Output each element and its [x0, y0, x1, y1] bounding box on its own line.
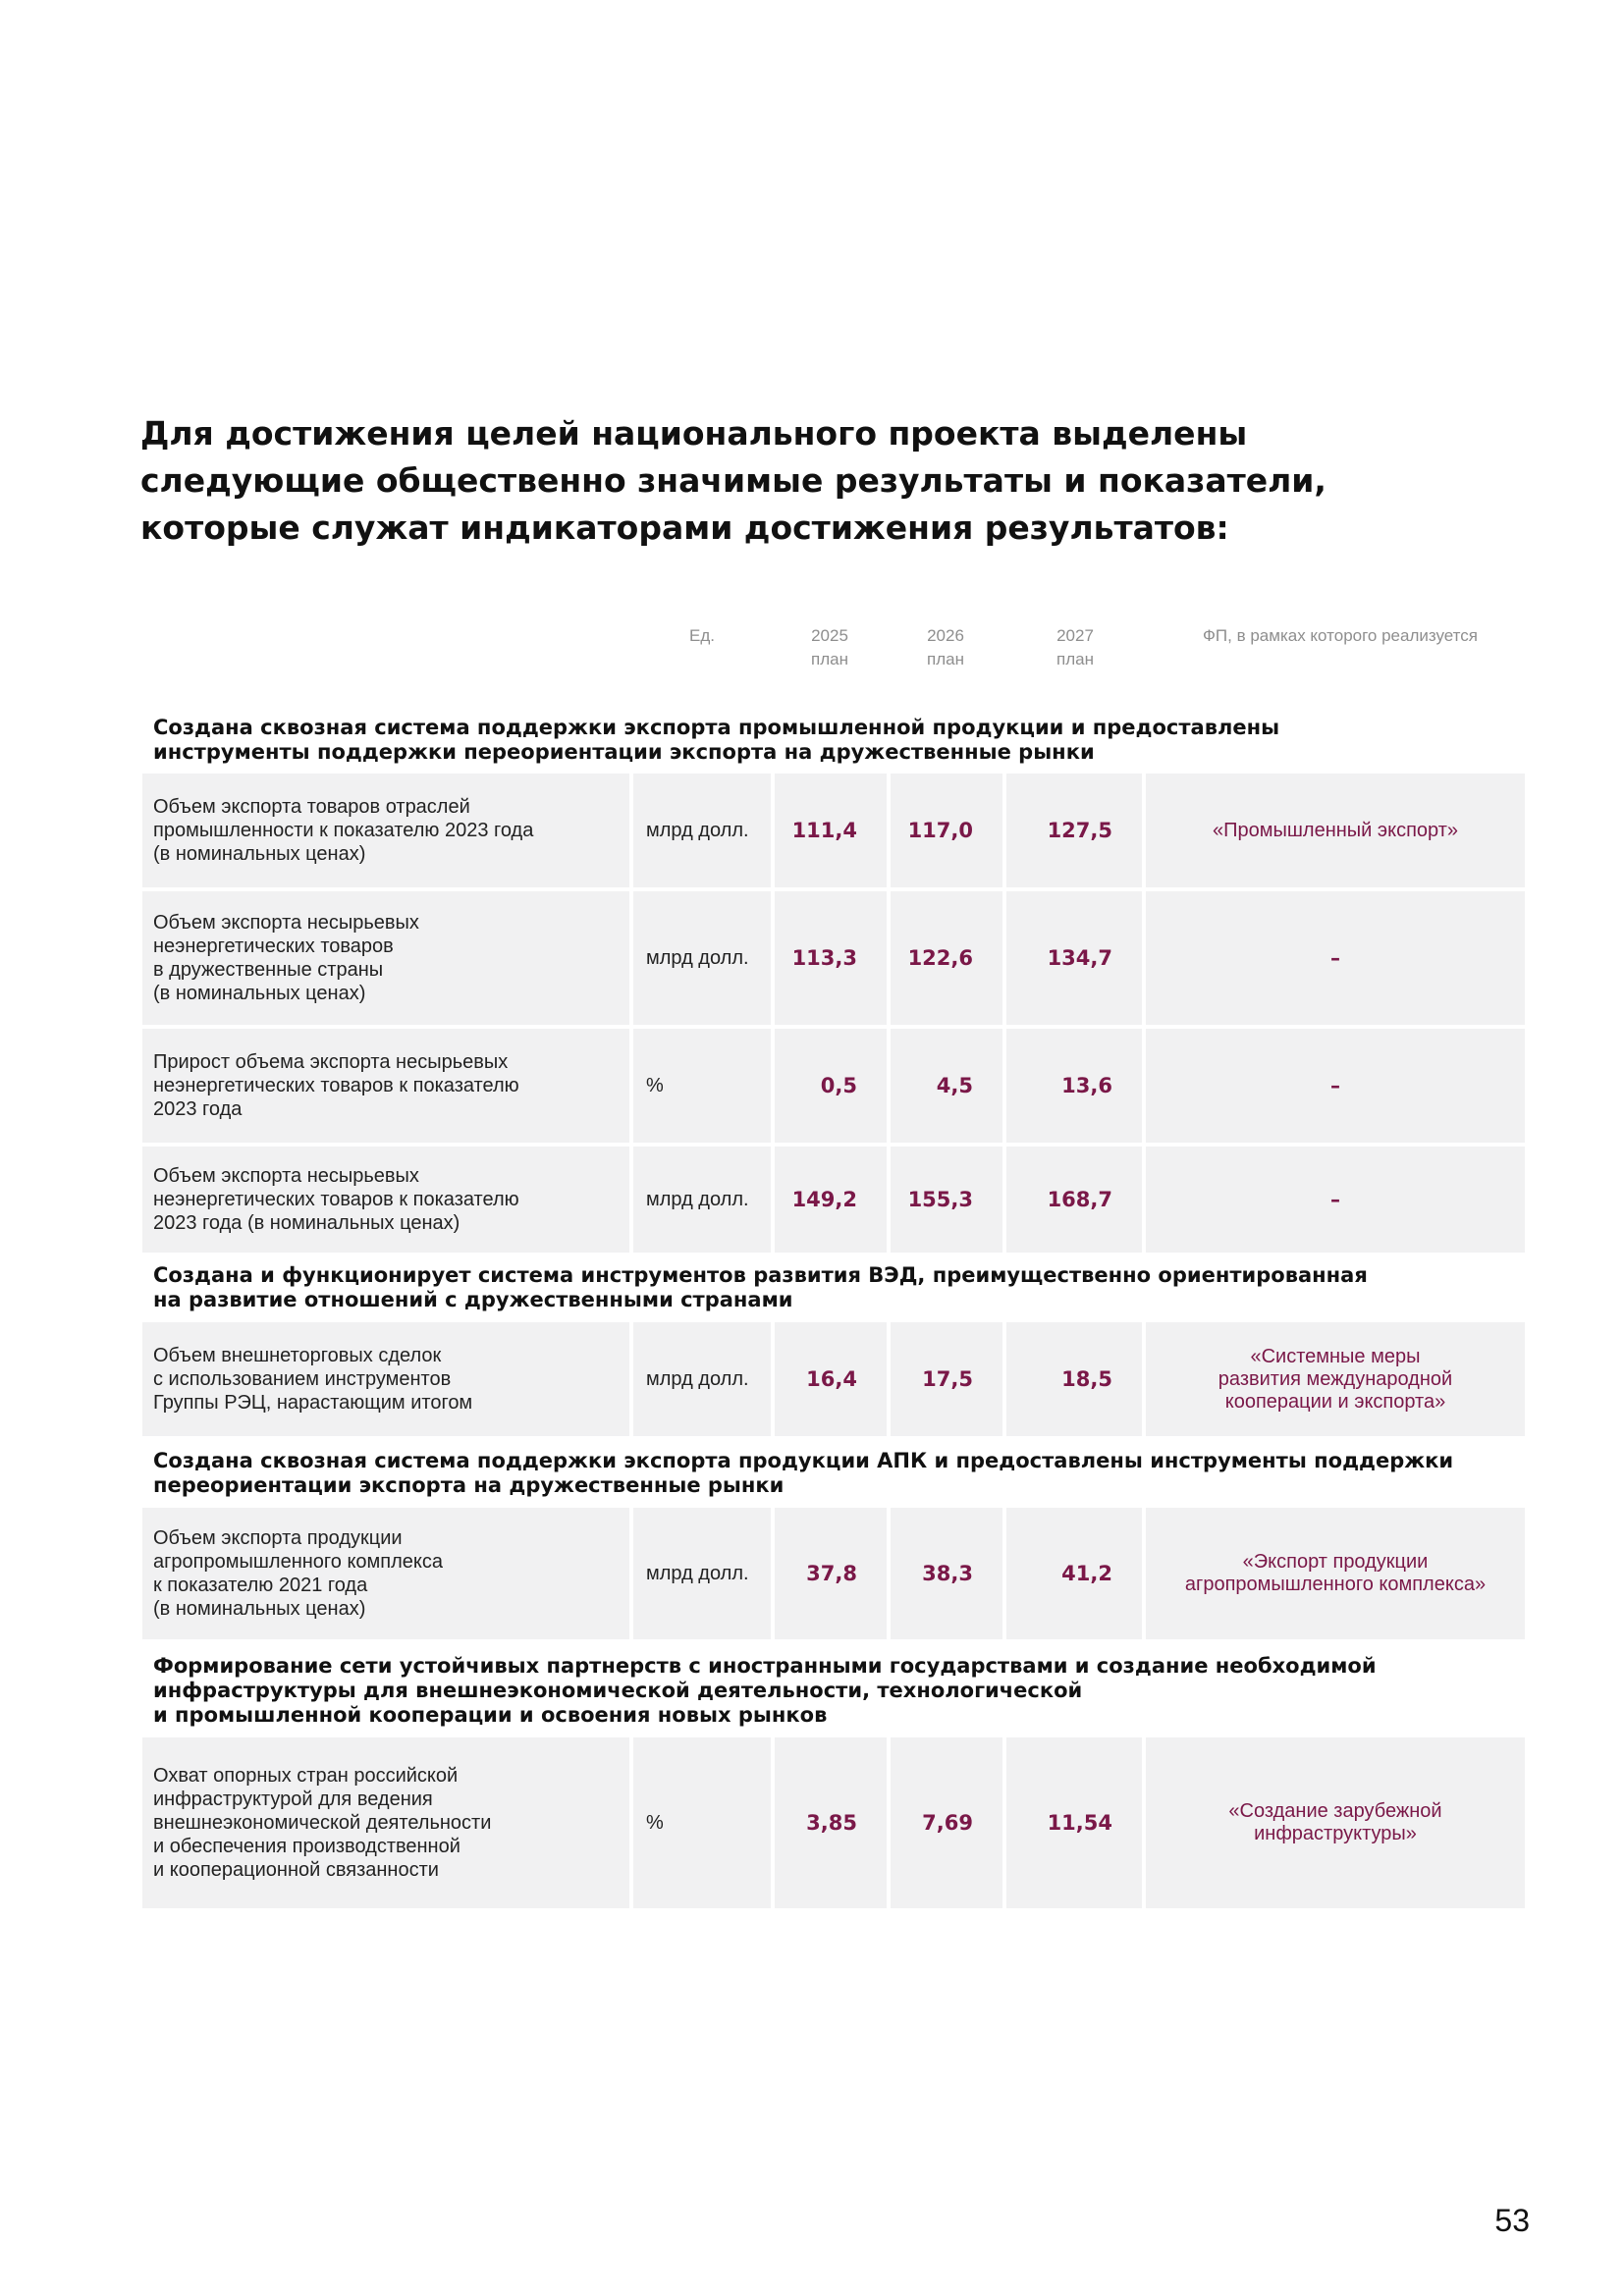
column-header-2025: 2025 план	[811, 626, 848, 668]
value-2027-cell: 18,5	[1006, 1322, 1142, 1436]
heading-line: которые служат индикаторами достижения результатов:	[140, 508, 1229, 547]
indicator-name-cell: Объем экспорта товаров отраслей промышленности к показателю 2023 года (в номинальных ценах)	[142, 774, 629, 887]
table-row	[142, 1029, 1525, 1143]
column-header-2027: 2027 план	[1056, 626, 1094, 668]
group-title: Создана и функционирует система инструментов развития ВЭД, преимущественно ориентированная на развитие отношений с дружественными странами	[153, 1263, 1368, 1311]
federal-project-cell: «Экспорт продукции агропромышленного комплекса»	[1146, 1508, 1525, 1639]
federal-project-cell: –	[1146, 1029, 1525, 1143]
value-2026-cell: 38,3	[891, 1508, 1002, 1639]
indicator-name-cell: Прирост объема экспорта несырьевых неэнергетических товаров к показателю 2023 года	[142, 1029, 629, 1143]
page-number: 53	[1494, 2203, 1530, 2238]
indicator-name-cell: Объем внешнеторговых сделок с использованием инструментов Группы РЭЦ, нарастающим итогом	[142, 1322, 629, 1436]
federal-project-cell: –	[1146, 891, 1525, 1025]
unit-cell: млрд долл.	[633, 891, 771, 1025]
value-2025-cell: 16,4	[775, 1322, 887, 1436]
indicator-name-cell: Объем экспорта продукции агропромышленного комплекса к показателю 2021 года (в номинальных ценах)	[142, 1508, 629, 1639]
value-2027-cell: 134,7	[1006, 891, 1142, 1025]
column-header-fp: ФП, в рамках которого реализуется	[1203, 626, 1478, 645]
federal-project-cell: «Создание зарубежной инфраструктуры»	[1146, 1737, 1525, 1908]
group-title: Создана сквозная система поддержки экспорта продукции АПК и предоставлены инструменты поддержки переориентации экспорта на дружественные рынки	[153, 1449, 1454, 1497]
unit-cell: %	[633, 1737, 771, 1908]
value-2025-cell: 149,2	[775, 1147, 887, 1253]
value-2026-cell: 4,5	[891, 1029, 1002, 1143]
value-2025-cell: 111,4	[775, 774, 887, 887]
value-2025-cell: 3,85	[775, 1737, 887, 1908]
table-row	[142, 1508, 1525, 1639]
value-2026-cell: 122,6	[891, 891, 1002, 1025]
unit-cell: %	[633, 1029, 771, 1143]
heading-line: Для достижения целей национального проекта выделены	[140, 414, 1248, 453]
table-row	[142, 774, 1525, 887]
table-row	[142, 1147, 1525, 1253]
value-2026-cell: 117,0	[891, 774, 1002, 887]
unit-cell: млрд долл.	[633, 774, 771, 887]
group-title: Создана сквозная система поддержки экспорта промышленной продукции и предоставлены инструменты поддержки переориентации экспорта на дружественные рынки	[153, 716, 1280, 764]
table-row	[142, 1322, 1525, 1436]
value-2025-cell: 37,8	[775, 1508, 887, 1639]
unit-cell: млрд долл.	[633, 1508, 771, 1639]
federal-project-cell: «Промышленный экспорт»	[1146, 774, 1525, 887]
table-row	[142, 891, 1525, 1025]
federal-project-cell: –	[1146, 1147, 1525, 1253]
page-heading	[140, 410, 1417, 552]
unit-cell: млрд долл.	[633, 1322, 771, 1436]
indicator-name-cell: Охват опорных стран российской инфраструктурой для ведения внешнеэкономической деятельности и обеспечения производственной и кооперационной связанности	[142, 1737, 629, 1908]
indicator-name-cell: Объем экспорта несырьевых неэнергетических товаров к показателю 2023 года (в номинальных ценах)	[142, 1147, 629, 1253]
value-2027-cell: 127,5	[1006, 774, 1142, 887]
column-header-unit: Ед.	[689, 626, 715, 645]
value-2025-cell: 113,3	[775, 891, 887, 1025]
indicator-name-cell: Объем экспорта несырьевых неэнергетических товаров в дружественные страны (в номинальных ценах)	[142, 891, 629, 1025]
value-2026-cell: 17,5	[891, 1322, 1002, 1436]
value-2027-cell: 168,7	[1006, 1147, 1142, 1253]
unit-cell: млрд долл.	[633, 1147, 771, 1253]
group-title: Формирование сети устойчивых партнерств с иностранными государствами и создание необходимой инфраструктуры для внешнеэкономической деятельности, технологической и промышленной кооперации и освоения новых рынков	[153, 1654, 1377, 1727]
value-2026-cell: 155,3	[891, 1147, 1002, 1253]
column-header-2026: 2026 план	[927, 626, 964, 668]
table-row	[142, 1737, 1525, 1908]
value-2025-cell: 0,5	[775, 1029, 887, 1143]
value-2027-cell: 41,2	[1006, 1508, 1142, 1639]
heading-line: следующие общественно значимые результаты и показатели,	[140, 461, 1326, 500]
value-2027-cell: 11,54	[1006, 1737, 1142, 1908]
federal-project-cell: «Системные меры развития международной кооперации и экспорта»	[1146, 1322, 1525, 1436]
value-2027-cell: 13,6	[1006, 1029, 1142, 1143]
value-2026-cell: 7,69	[891, 1737, 1002, 1908]
